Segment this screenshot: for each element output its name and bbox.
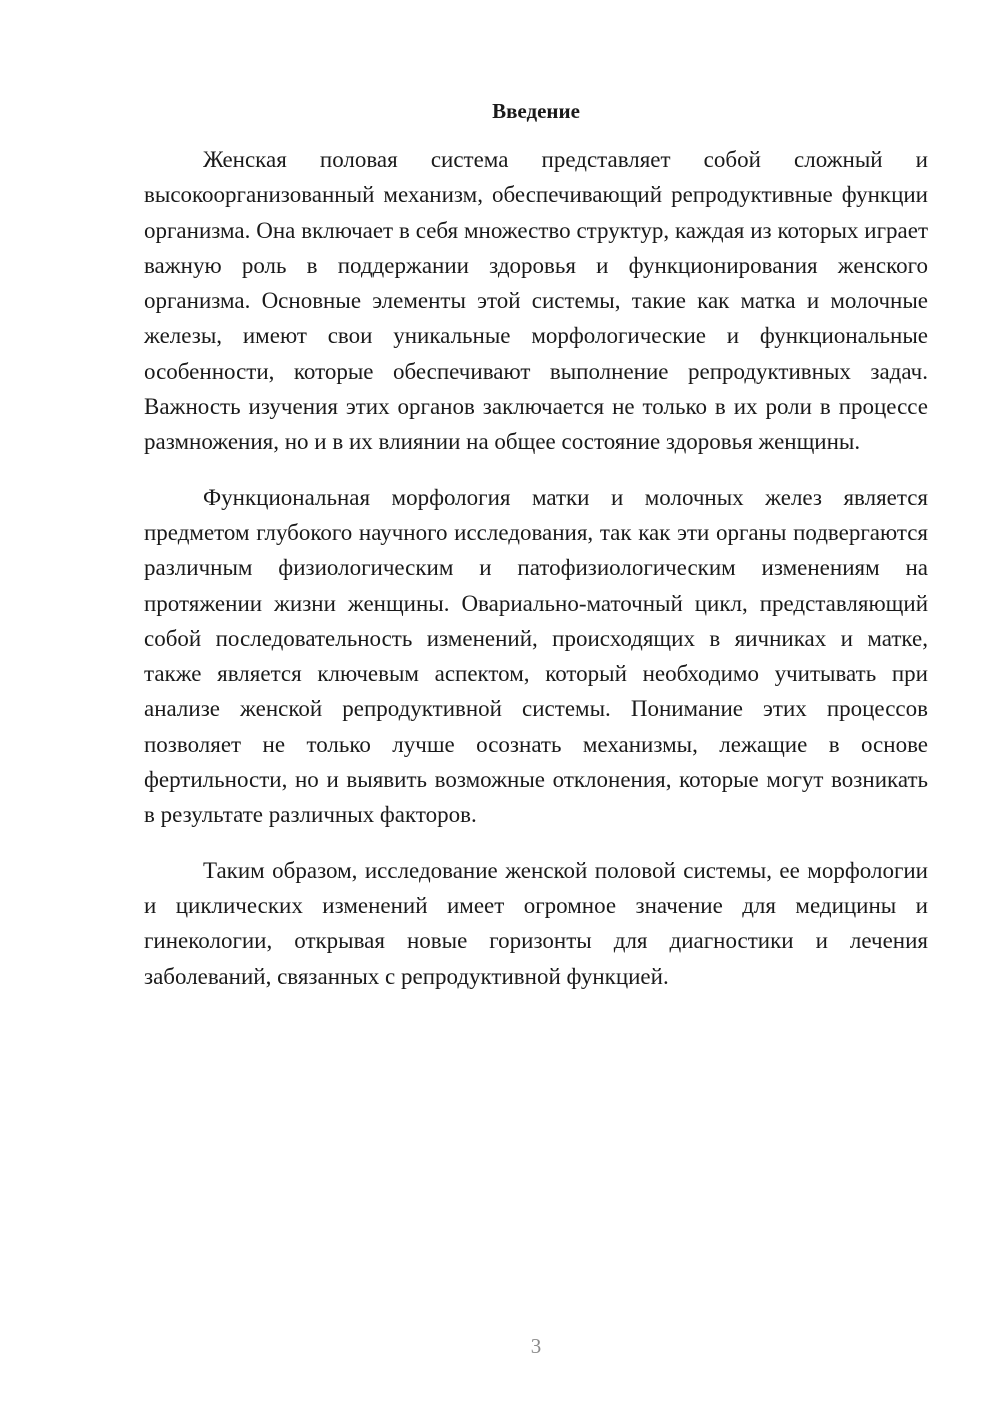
page-title: Введение: [492, 99, 580, 123]
paragraph-intro: Женская половая система представляет собой сложный и высокоорганизованный механизм, обеспечивающий репродуктивные функции организма. Она включает в себя множество структур, каждая из которых играет важную роль в поддержании здоровья и функционирования женского организма. Основные элементы этой системы, такие как матка и молочные железы, имеют свои уникальные морфологические и функциональные особенности, которые обеспечивают выполнение репродуктивных задач. Важность изучения этих органов заключается не только в их роли в процессе размножения, но и в их влиянии на общее состояние здоровья женщины.: [144, 147, 928, 455]
body-text: [144, 142, 928, 1014]
page-number: 3: [530, 1334, 542, 1358]
paragraph-conclusion: Таким образом, исследование женской половой системы, ее морфологии и циклических изменений имеет огромное значение для медицины и гинекологии, открывая новые горизонты для диагностики и лечения заболеваний, связанных с репродуктивной функцией.: [144, 857, 928, 989]
paragraph-morphology: Функциональная морфология матки и молочных желез является предметом глубокого научного исследования, так как эти органы подвергаются различным физиологическим и патофизиологическим изменениям на протяжении жизни женщины. Овариально-маточный цикл, представляющий собой последовательность изменений, происходящих в яичниках и матке, также является ключевым аспектом, который необходимо учитывать при анализе женской репродуктивной системы. Понимание этих процессов позволяет не только лучше осознать механизмы, лежащие в основе фертильности, но и выявить возможные отклонения, которые могут возникать в результате различных факторов.: [144, 484, 928, 828]
